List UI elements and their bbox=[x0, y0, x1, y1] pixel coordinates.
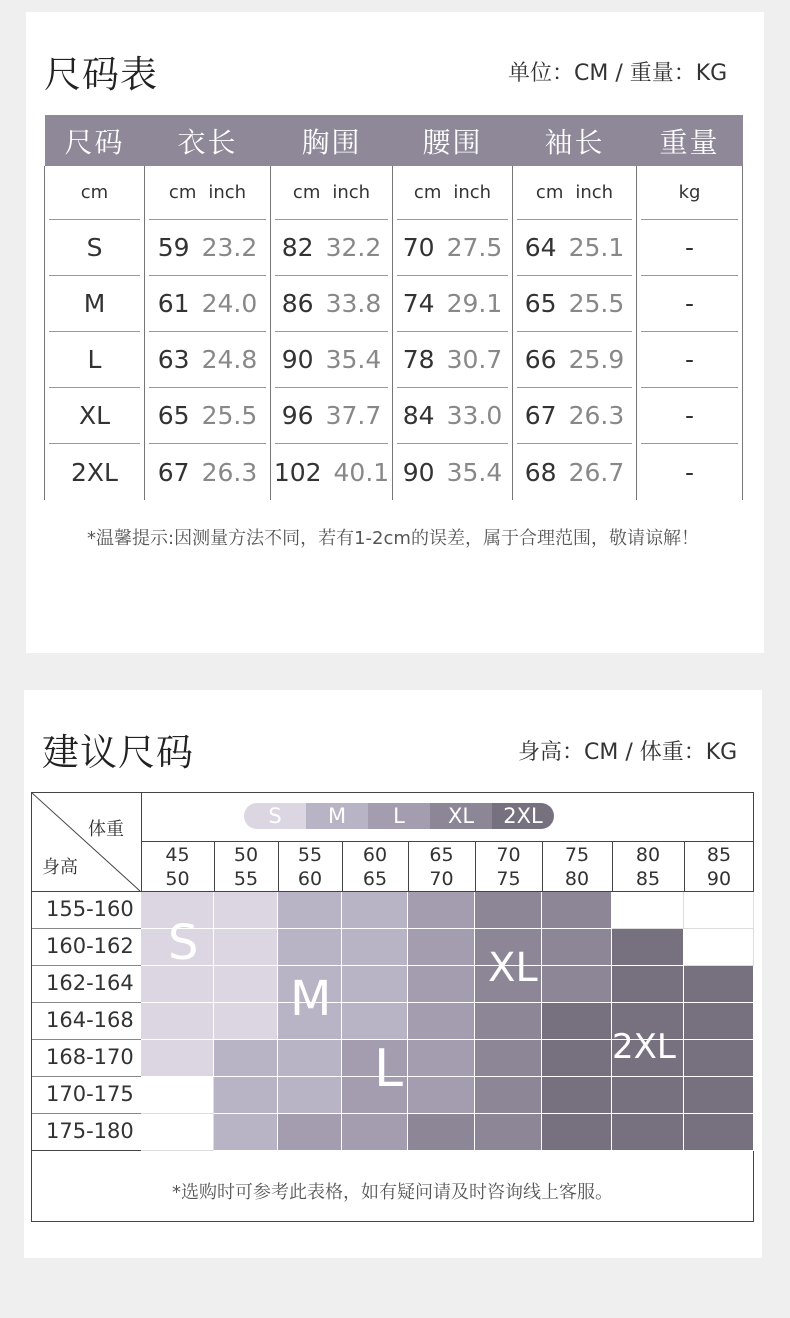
grid-cell-2xl bbox=[612, 1077, 684, 1114]
sleeve-inch-value: 25.5 bbox=[568, 289, 625, 318]
grid-cell-m bbox=[214, 1114, 278, 1151]
size-zone-label: M bbox=[290, 971, 332, 1027]
height-range-label: 175-180 bbox=[46, 1119, 134, 1143]
grid-cell-s bbox=[214, 929, 278, 966]
header-sleeve: 袖长 bbox=[513, 115, 637, 166]
chest-inch-value: 37.7 bbox=[325, 401, 382, 430]
size-zone-label: XL bbox=[488, 945, 538, 991]
weight-range-max: 60 bbox=[297, 868, 323, 890]
row-divider bbox=[32, 1002, 141, 1003]
legend-item: S bbox=[244, 803, 306, 829]
table-row bbox=[45, 276, 743, 332]
grid-cell-l bbox=[408, 929, 475, 966]
grid-cell-2xl bbox=[612, 1114, 684, 1151]
grid-cell-xl bbox=[475, 892, 542, 929]
grid-cell-xl bbox=[475, 1077, 542, 1114]
sleeve-cm-value: 65 bbox=[524, 289, 557, 318]
grid-cell-l bbox=[408, 892, 475, 929]
length-cm-value: 59 bbox=[157, 233, 190, 262]
height-range-label: 164-168 bbox=[46, 1008, 134, 1032]
recommend-chart bbox=[31, 792, 754, 1222]
header-divider bbox=[542, 841, 543, 891]
length-inch-value: 25.5 bbox=[201, 401, 258, 430]
length-inch-value: 26.3 bbox=[201, 457, 258, 487]
size-label: M bbox=[83, 289, 106, 318]
weight-range-max: 75 bbox=[496, 868, 521, 890]
grid-cell-l bbox=[278, 1114, 342, 1151]
sleeve-cm-value: 68 bbox=[524, 457, 557, 487]
grid-cell-m bbox=[278, 1077, 342, 1114]
unit-label: inch bbox=[575, 182, 614, 203]
length-inch-value: 24.8 bbox=[201, 345, 258, 374]
header-chest: 胸围 bbox=[271, 115, 393, 166]
row-divider bbox=[32, 1039, 141, 1040]
waist-inch-value: 30.7 bbox=[446, 345, 503, 374]
grid-cell-l bbox=[408, 966, 475, 1003]
weight-value: - bbox=[684, 457, 695, 487]
grid-cell-m bbox=[214, 1077, 278, 1114]
grid-cell-m bbox=[342, 966, 408, 1003]
grid-cell-l bbox=[408, 1040, 475, 1077]
size-zone-label: 2XL bbox=[612, 1027, 676, 1067]
weight-range-max: 80 bbox=[564, 868, 590, 890]
grid-cell-l bbox=[408, 1003, 475, 1040]
sleeve-cm-value: 66 bbox=[524, 345, 557, 374]
waist-inch-value: 35.4 bbox=[446, 457, 503, 487]
grid-cell-2xl bbox=[684, 966, 754, 1003]
grid-cell-empty bbox=[141, 1077, 214, 1114]
weight-range-max: 70 bbox=[429, 868, 454, 890]
height-range-label: 168-170 bbox=[46, 1045, 134, 1069]
length-inch-value: 23.2 bbox=[201, 233, 258, 262]
unit-label: cm bbox=[292, 182, 321, 203]
grid-cell-2xl bbox=[542, 1114, 612, 1151]
height-range-label: 170-175 bbox=[46, 1082, 134, 1106]
header-divider bbox=[408, 841, 409, 891]
weight-range-max: 65 bbox=[362, 868, 388, 890]
size-chart-title: 尺码表 bbox=[44, 53, 158, 96]
size-label: 2XL bbox=[71, 457, 118, 487]
row-divider bbox=[32, 1076, 141, 1077]
weight-range-min: 75 bbox=[564, 844, 590, 866]
weight-range-min: 50 bbox=[233, 844, 259, 866]
legend-item: 2XL bbox=[492, 803, 554, 829]
grid-cell-2xl bbox=[542, 1040, 612, 1077]
waist-cm-value: 78 bbox=[402, 345, 435, 374]
row-divider bbox=[32, 965, 141, 966]
weight-range-label bbox=[613, 843, 683, 891]
weight-range-min: 80 bbox=[635, 844, 661, 866]
grid-cell-empty bbox=[684, 892, 754, 929]
size-chart-unit-note: 单位：CM / 重量：KG bbox=[508, 61, 728, 86]
grid-cell-2xl bbox=[542, 1077, 612, 1114]
weight-range-label bbox=[474, 843, 544, 891]
table-row bbox=[45, 220, 743, 276]
weight-range-max: 50 bbox=[165, 868, 190, 890]
weight-range-min: 65 bbox=[429, 844, 454, 866]
chest-cm-value: 90 bbox=[281, 345, 314, 374]
sleeve-inch-value: 25.9 bbox=[568, 345, 625, 374]
length-inch-value: 24.0 bbox=[201, 289, 258, 318]
chest-inch-value: 32.2 bbox=[325, 233, 382, 262]
weight-range-label bbox=[340, 843, 410, 891]
size-zone-label: S bbox=[168, 915, 199, 971]
grid-cell-2xl bbox=[684, 1003, 754, 1040]
sleeve-inch-value: 25.1 bbox=[568, 233, 625, 262]
grid-cell-s bbox=[141, 1040, 214, 1077]
chest-cm-value: 96 bbox=[281, 401, 314, 430]
waist-cm-value: 90 bbox=[402, 457, 435, 487]
length-cm-value: 63 bbox=[157, 345, 190, 374]
weight-value: - bbox=[684, 345, 695, 374]
waist-cm-value: 74 bbox=[402, 289, 435, 318]
header-divider bbox=[342, 841, 343, 891]
unit-label: cm bbox=[80, 182, 109, 203]
grid-border bbox=[141, 841, 753, 842]
grid-cell-xl bbox=[475, 1114, 542, 1151]
grid-cell-xl bbox=[542, 929, 612, 966]
length-cm-value: 67 bbox=[157, 457, 190, 487]
grid-cell-s bbox=[141, 966, 214, 1003]
row-divider bbox=[32, 928, 141, 929]
sleeve-cm-value: 67 bbox=[524, 401, 557, 430]
grid-cell-m bbox=[342, 892, 408, 929]
header-length: 衣长 bbox=[145, 115, 271, 166]
unit-label: cm bbox=[168, 182, 197, 203]
row-divider bbox=[32, 1113, 141, 1114]
unit-label: inch bbox=[208, 182, 247, 203]
grid-cell-s bbox=[214, 966, 278, 1003]
length-cm-value: 61 bbox=[157, 289, 190, 318]
height-range-label: 155-160 bbox=[46, 897, 134, 921]
table-row bbox=[45, 444, 743, 500]
grid-cell-m bbox=[342, 929, 408, 966]
weight-range-max: 55 bbox=[233, 868, 259, 890]
grid-cell-l bbox=[342, 1114, 408, 1151]
sleeve-inch-value: 26.7 bbox=[568, 457, 625, 487]
weight-range-label bbox=[143, 843, 213, 891]
grid-cell-xl bbox=[542, 966, 612, 1003]
length-cm-value: 65 bbox=[157, 401, 190, 430]
grid-cell-xl bbox=[475, 1040, 542, 1077]
unit-label: kg bbox=[678, 182, 701, 203]
weight-range-min: 85 bbox=[706, 844, 732, 866]
grid-cell-empty bbox=[612, 892, 684, 929]
table-row bbox=[45, 332, 743, 388]
size-table-header bbox=[45, 115, 743, 166]
grid-cell-2xl bbox=[684, 1077, 754, 1114]
table-row bbox=[45, 388, 743, 444]
header-weight: 重量 bbox=[637, 115, 743, 166]
corner-height-label: 身高 bbox=[42, 857, 78, 878]
header-divider bbox=[684, 841, 685, 891]
weight-range-min: 60 bbox=[362, 844, 388, 866]
header-divider bbox=[214, 841, 215, 891]
weight-range-label bbox=[684, 843, 754, 891]
size-zone-label: L bbox=[374, 1039, 403, 1099]
grid-cell-2xl bbox=[542, 1003, 612, 1040]
header-divider bbox=[475, 841, 476, 891]
unit-label: cm bbox=[535, 182, 564, 203]
waist-inch-value: 29.1 bbox=[446, 289, 503, 318]
grid-cell-m bbox=[214, 1040, 278, 1077]
weight-range-label bbox=[275, 843, 345, 891]
legend-item: L bbox=[368, 803, 430, 829]
weight-range-min: 70 bbox=[496, 844, 521, 866]
unit-row bbox=[45, 166, 743, 220]
header-waist: 腰围 bbox=[393, 115, 513, 166]
size-chart-footnote: *温馨提示:因测量方法不同，若有1-2cm的误差，属于合理范围，敬请谅解！ bbox=[87, 528, 699, 549]
weight-range-label bbox=[407, 843, 477, 891]
corner-weight-label: 体重 bbox=[88, 819, 124, 840]
grid-cell-empty bbox=[684, 929, 754, 966]
waist-cm-value: 70 bbox=[402, 233, 435, 262]
recommend-unit-note: 身高：CM / 体重：KG bbox=[518, 740, 738, 765]
weight-value: - bbox=[684, 233, 695, 262]
size-label: S bbox=[86, 233, 103, 262]
grid-cell-2xl bbox=[612, 966, 684, 1003]
weight-range-min: 55 bbox=[297, 844, 323, 866]
grid-cell-xl bbox=[408, 1114, 475, 1151]
waist-inch-value: 33.0 bbox=[446, 401, 503, 430]
grid-cell-s bbox=[214, 1003, 278, 1040]
grid-cell-l bbox=[408, 1077, 475, 1114]
weight-range-max: 90 bbox=[706, 868, 732, 890]
waist-inch-value: 27.5 bbox=[446, 233, 503, 262]
height-range-label: 160-162 bbox=[46, 934, 134, 958]
grid-cell-2xl bbox=[612, 929, 684, 966]
grid-cell-2xl bbox=[684, 1114, 754, 1151]
weight-range-label bbox=[211, 843, 281, 891]
unit-label: inch bbox=[453, 182, 492, 203]
grid-cell-2xl bbox=[684, 1040, 754, 1077]
legend-item: M bbox=[306, 803, 368, 829]
weight-range-max: 85 bbox=[635, 868, 661, 890]
chest-cm-value: 82 bbox=[281, 233, 314, 262]
header-size: 尺码 bbox=[45, 115, 145, 166]
grid-cell-m bbox=[278, 929, 342, 966]
weight-value: - bbox=[684, 401, 695, 430]
size-label: L bbox=[87, 345, 102, 374]
size-table bbox=[44, 115, 743, 500]
recommend-footnote: *选购时可参考此表格，如有疑问请及时咨询线上客服。 bbox=[172, 1182, 613, 1203]
waist-cm-value: 84 bbox=[402, 401, 435, 430]
chest-inch-value: 33.8 bbox=[325, 289, 382, 318]
chest-cm-value: 102 bbox=[273, 457, 322, 487]
grid-cell-s bbox=[214, 892, 278, 929]
grid-cell-xl bbox=[542, 892, 612, 929]
header-divider bbox=[278, 841, 279, 891]
chest-inch-value: 35.4 bbox=[325, 345, 382, 374]
grid-cell-m bbox=[278, 1040, 342, 1077]
recommend-title: 建议尺码 bbox=[42, 731, 194, 774]
size-label: XL bbox=[78, 401, 111, 430]
legend-item: XL bbox=[430, 803, 492, 829]
chest-inch-value: 40.1 bbox=[333, 457, 390, 487]
header-divider bbox=[612, 841, 613, 891]
grid-cell-xl bbox=[475, 1003, 542, 1040]
chest-cm-value: 86 bbox=[281, 289, 314, 318]
grid-cell-s bbox=[141, 1003, 214, 1040]
height-range-label: 162-164 bbox=[46, 971, 134, 995]
unit-label: inch bbox=[332, 182, 371, 203]
grid-cell-m bbox=[278, 892, 342, 929]
weight-range-min: 45 bbox=[165, 844, 190, 866]
grid-cell-empty bbox=[141, 1114, 214, 1151]
weight-value: - bbox=[684, 289, 695, 318]
sleeve-inch-value: 26.3 bbox=[568, 401, 625, 430]
unit-label: cm bbox=[413, 182, 442, 203]
weight-range-label bbox=[542, 843, 612, 891]
sleeve-cm-value: 64 bbox=[524, 233, 557, 262]
grid-cell-m bbox=[342, 1003, 408, 1040]
